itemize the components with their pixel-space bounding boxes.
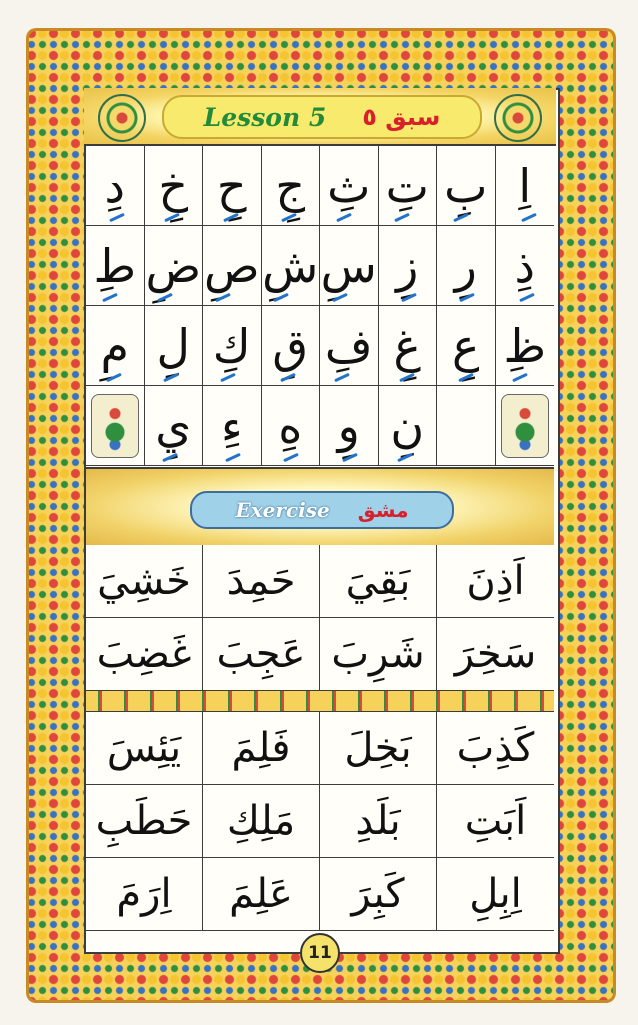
exercise-title-en: Exercise <box>235 498 330 522</box>
letter-cell: سِ <box>320 226 379 306</box>
letter-cell: ءِ <box>203 386 262 466</box>
word-cell: اَبَتِ <box>437 785 554 858</box>
alphabet-row-1 <box>86 146 554 226</box>
lesson-title-pill <box>162 95 482 139</box>
letter-cell: فِ <box>320 306 379 386</box>
word-cell: كَذِبَ <box>437 712 554 785</box>
letter-cell: طِ <box>86 226 145 306</box>
letter-cell: ثِ <box>320 146 379 226</box>
word-cell: بَلَدِ <box>320 785 437 858</box>
word-cell: شَرِبَ <box>320 618 437 691</box>
letter-cell: ذِ <box>496 226 555 306</box>
ornament-icon <box>98 94 146 142</box>
letter-cell: اِ <box>496 146 555 226</box>
letter-cell: تِ <box>379 146 438 226</box>
word-cell: سَخِرَ <box>437 618 554 691</box>
word-row-2 <box>86 785 554 858</box>
word-cell: بَقِيَ <box>320 545 437 618</box>
letter-cell: مِ <box>86 306 145 386</box>
word-row-1 <box>86 712 554 785</box>
word-cell: كَبِرَ <box>320 858 437 931</box>
letter-cell: ضِ <box>145 226 204 306</box>
letter-cell: شِ <box>262 226 321 306</box>
decorative-divider <box>86 690 554 712</box>
letter-cell: ظِ <box>496 306 555 386</box>
ornament-cell <box>86 386 145 466</box>
word-row-3 <box>86 858 554 931</box>
letter-cell: رِ <box>437 226 496 306</box>
letter-cell: عِ <box>437 306 496 386</box>
word-cell: اَذِنَ <box>437 545 554 618</box>
word-cell: يَئِسَ <box>86 712 203 785</box>
letter-cell: جِ <box>262 146 321 226</box>
letter-cell: وِ <box>320 386 379 466</box>
ornament-icon <box>494 94 542 142</box>
exercise-title-pill <box>190 491 454 529</box>
lesson-banner <box>84 88 556 146</box>
page-number: 11 <box>300 933 340 973</box>
word-cell: بَخِلَ <box>320 712 437 785</box>
alphabet-row-4 <box>86 386 554 466</box>
alphabet-row-3 <box>86 306 554 386</box>
lesson-title-ar: سبق ٥ <box>362 103 441 131</box>
word-cell: غَضِبَ <box>86 618 203 691</box>
lesson-title-en: Lesson 5 <box>203 102 327 132</box>
letter-cell: دِ <box>86 146 145 226</box>
letter-cell: حِ <box>203 146 262 226</box>
word-cell: حَمِدَ <box>203 545 320 618</box>
word-cell: اِبِلِ <box>437 858 554 931</box>
flower-ornament-icon <box>91 394 139 458</box>
word-cell: عَلِمَ <box>203 858 320 931</box>
exercise-banner <box>86 467 554 547</box>
letter-cell: نِ <box>379 386 438 466</box>
letter-cell: يِ <box>145 386 204 466</box>
letter-cell: زِ <box>379 226 438 306</box>
letter-cell: صِ <box>203 226 262 306</box>
word-cell: حَطَبِ <box>86 785 203 858</box>
empty-cell <box>437 386 496 466</box>
word-cell: خَشِيَ <box>86 545 203 618</box>
letter-cell: قِ <box>262 306 321 386</box>
exercise-row-2 <box>86 618 554 691</box>
flower-ornament-icon <box>501 394 549 458</box>
alphabet-row-2 <box>86 226 554 306</box>
word-cell: فَلِمَ <box>203 712 320 785</box>
letter-cell: لِ <box>145 306 204 386</box>
ornament-cell <box>496 386 555 466</box>
word-cell: مَلِكِ <box>203 785 320 858</box>
word-cell: عَجِبَ <box>203 618 320 691</box>
word-cell: اِرَمَ <box>86 858 203 931</box>
exercise-title-ar: مشق <box>357 498 409 522</box>
letter-cell: بِ <box>437 146 496 226</box>
exercise-row-1 <box>86 545 554 618</box>
letter-cell: خِ <box>145 146 204 226</box>
letter-cell: غِ <box>379 306 438 386</box>
letter-cell: هِ <box>262 386 321 466</box>
letter-cell: كِ <box>203 306 262 386</box>
